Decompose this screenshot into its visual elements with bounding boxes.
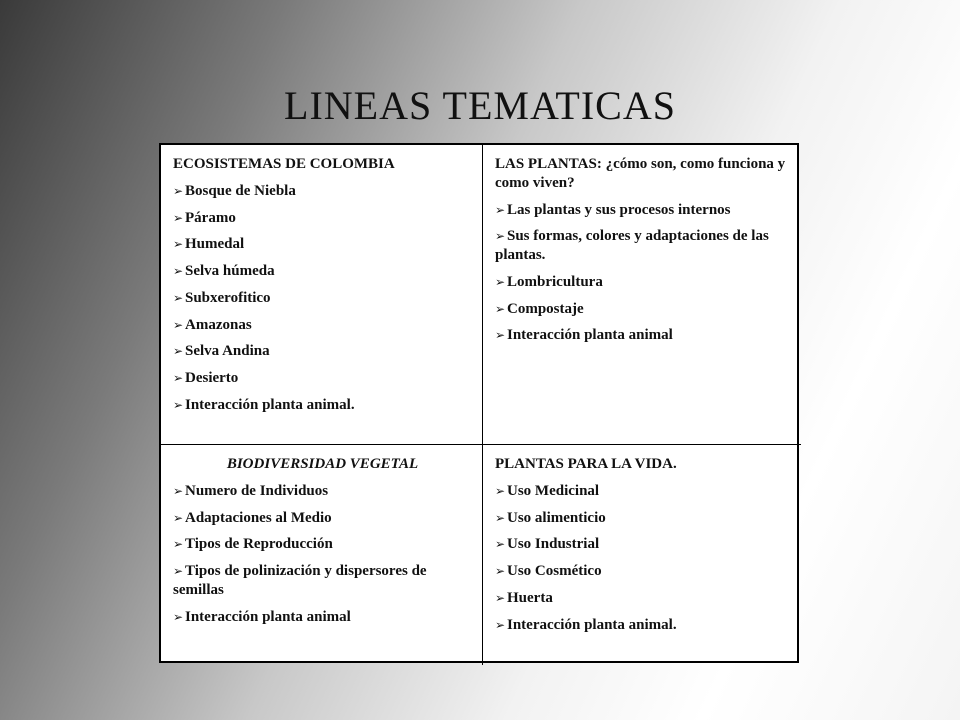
list-item: ➢ Selva Andina <box>173 343 270 360</box>
list-item: ➢ Tipos de polinización y dispersores de semillas <box>173 563 427 598</box>
list-item: ➢ Adaptaciones al Medio <box>173 509 332 526</box>
arrowhead-bullet-icon: ➢ <box>173 264 184 278</box>
item-list <box>173 482 472 627</box>
list-item: ➢ Páramo <box>173 209 236 226</box>
item-list <box>495 482 791 635</box>
arrowhead-bullet-icon: ➢ <box>495 274 506 289</box>
cell-plantas <box>483 145 801 445</box>
cell-plantas-vida <box>483 445 801 665</box>
arrowhead-bullet-icon: ➢ <box>173 183 184 198</box>
arrowhead-bullet-icon: ➢ <box>173 564 184 578</box>
arrowhead-bullet-icon: ➢ <box>495 483 506 498</box>
arrowhead-bullet-icon: ➢ <box>173 344 184 359</box>
cell-heading: LAS PLANTAS: ¿cómo son, como funciona y como viven? <box>495 156 786 191</box>
arrowhead-bullet-icon: ➢ <box>173 510 184 525</box>
cell-heading: PLANTAS PARA LA VIDA. <box>495 456 677 472</box>
arrowhead-bullet-icon: ➢ <box>173 317 184 332</box>
arrowhead-bullet-icon: ➢ <box>495 328 506 343</box>
cell-heading: ECOSISTEMAS DE COLOMBIA <box>173 156 395 172</box>
list-item: ➢ Uso alimenticio <box>495 509 606 526</box>
arrowhead-bullet-icon: ➢ <box>495 564 506 578</box>
list-item: ➢ Selva húmeda <box>173 263 275 279</box>
list-item: ➢ Interacción planta animal. <box>173 396 355 413</box>
item-list <box>495 201 791 346</box>
cell-biodiversidad <box>161 445 483 665</box>
list-item: ➢ Tipos de Reproducción <box>173 536 333 553</box>
list-item: ➢ Lombricultura <box>495 273 603 290</box>
list-item: ➢ Uso Cosmético <box>495 563 602 579</box>
arrowhead-bullet-icon: ➢ <box>173 609 184 624</box>
arrowhead-bullet-icon: ➢ <box>495 301 506 316</box>
list-item: ➢ Compostaje <box>495 300 584 317</box>
arrowhead-bullet-icon: ➢ <box>173 237 184 252</box>
cell-heading: BIODIVERSIDAD VEGETAL <box>226 456 419 472</box>
list-item: ➢ Huerta <box>495 589 553 606</box>
arrowhead-bullet-icon: ➢ <box>495 202 506 217</box>
list-item: ➢ Desierto <box>173 370 239 386</box>
arrowhead-bullet-icon: ➢ <box>495 617 506 632</box>
list-item: ➢ Interacción planta animal. <box>495 616 677 633</box>
list-item: ➢ Amazonas <box>173 316 252 333</box>
arrowhead-bullet-icon: ➢ <box>173 210 184 225</box>
item-list <box>173 182 472 415</box>
arrowhead-bullet-icon: ➢ <box>495 229 506 244</box>
list-item: ➢ Interacción planta animal <box>173 608 351 625</box>
list-item: ➢ Uso Medicinal <box>495 482 600 499</box>
slide-title: LINEAS TEMATICAS <box>284 83 676 128</box>
arrowhead-bullet-icon: ➢ <box>173 483 184 498</box>
arrowhead-bullet-icon: ➢ <box>173 397 184 412</box>
list-item: ➢ Interacción planta animal <box>495 327 673 344</box>
cell-ecosistemas <box>161 145 483 445</box>
list-item: ➢ Numero de Individuos <box>173 482 329 499</box>
arrowhead-bullet-icon: ➢ <box>495 537 506 552</box>
arrowhead-bullet-icon: ➢ <box>173 290 184 305</box>
arrowhead-bullet-icon: ➢ <box>495 590 506 605</box>
list-item: ➢ Las plantas y sus procesos internos <box>495 201 731 218</box>
arrowhead-bullet-icon: ➢ <box>495 510 506 525</box>
list-item: ➢ Sus formas, colores y adaptaciones de las plantas. <box>495 228 769 263</box>
list-item: ➢ Uso Industrial <box>495 536 600 553</box>
list-item: ➢ Bosque de Niebla <box>173 182 296 199</box>
arrowhead-bullet-icon: ➢ <box>173 371 184 385</box>
themes-table <box>159 143 799 663</box>
arrowhead-bullet-icon: ➢ <box>173 537 184 552</box>
list-item: ➢ Subxerofitico <box>173 289 271 306</box>
list-item: ➢ Humedal <box>173 236 245 253</box>
